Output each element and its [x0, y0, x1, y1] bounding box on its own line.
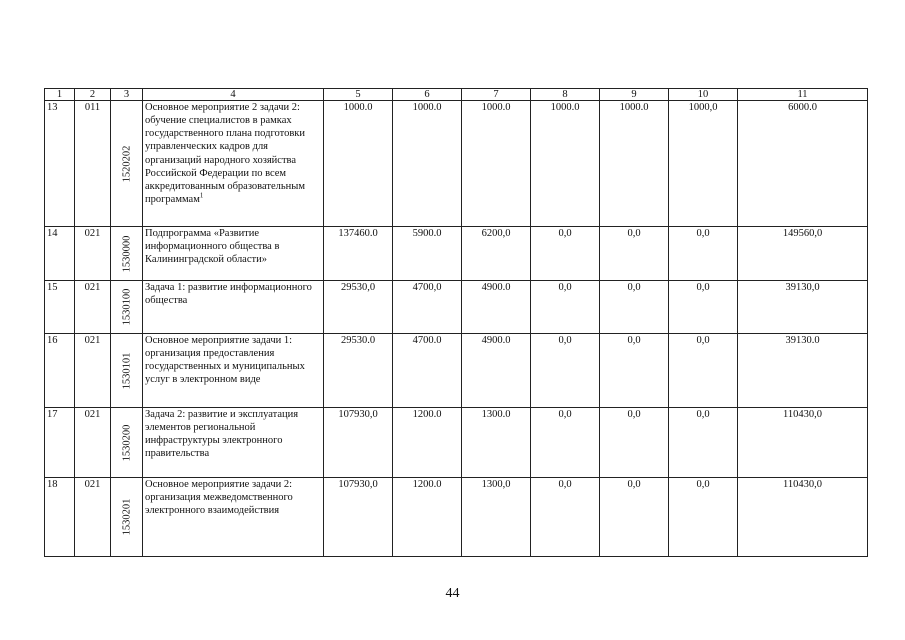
value-col-9: 0,0: [600, 478, 669, 557]
value-col-7: 1000.0: [462, 101, 531, 227]
program-code: 1530100: [120, 288, 132, 326]
header-row: [45, 89, 868, 101]
value-col-10: 0,0: [669, 227, 738, 281]
description-cell: [143, 227, 324, 281]
value-col-8: 0,0: [531, 408, 600, 478]
header-cell: 8: [531, 89, 600, 101]
value-col-9: 0,0: [600, 408, 669, 478]
description: Основное мероприятие задачи 2: организация межведомственного электронного взаимодействия: [145, 479, 293, 517]
value-col-7: 1300,0: [462, 478, 531, 557]
ministry-code: 021: [75, 478, 111, 557]
value-col-8: 0,0: [531, 478, 600, 557]
table-row: [45, 101, 868, 227]
table-row: [45, 227, 868, 281]
value-total: 110430,0: [738, 408, 868, 478]
value-col-6: 5900.0: [393, 227, 462, 281]
header-cell: 7: [462, 89, 531, 101]
value-col-5: 137460.0: [324, 227, 393, 281]
value-total: 39130,0: [738, 281, 868, 334]
value-col-8: 0,0: [531, 334, 600, 408]
header-cell: 11: [738, 89, 868, 101]
program-code-cell: [111, 281, 143, 334]
value-col-7: 1300.0: [462, 408, 531, 478]
value-col-9: 1000.0: [600, 101, 669, 227]
header-cell: 9: [600, 89, 669, 101]
description-cell: [143, 281, 324, 334]
header-cell: 10: [669, 89, 738, 101]
ministry-code: 021: [75, 334, 111, 408]
program-code-cell: [111, 334, 143, 408]
value-col-10: 1000,0: [669, 101, 738, 227]
row-number: 16: [45, 334, 75, 408]
description-cell: [143, 101, 324, 227]
value-col-10: 0,0: [669, 478, 738, 557]
table-row: [45, 408, 868, 478]
value-col-6: 4700,0: [393, 281, 462, 334]
ministry-code: 021: [75, 281, 111, 334]
value-col-8: 0,0: [531, 281, 600, 334]
description-cell: [143, 408, 324, 478]
ministry-code: 021: [75, 227, 111, 281]
program-code-cell: [111, 227, 143, 281]
header-cell: 5: [324, 89, 393, 101]
header-cell: 2: [75, 89, 111, 101]
value-total: 149560,0: [738, 227, 868, 281]
ministry-code: 011: [75, 101, 111, 227]
row-number: 17: [45, 408, 75, 478]
value-col-7: 4900.0: [462, 281, 531, 334]
value-col-5: 107930,0: [324, 408, 393, 478]
page-number: 44: [445, 586, 460, 601]
value-col-5: 1000.0: [324, 101, 393, 227]
value-col-9: 0,0: [600, 281, 669, 334]
footnote-mark: 1: [199, 191, 204, 200]
value-col-5: 107930,0: [324, 478, 393, 557]
value-col-6: 1200.0: [393, 478, 462, 557]
value-col-6: 1200.0: [393, 408, 462, 478]
program-code-cell: [111, 101, 143, 227]
value-col-7: 4900.0: [462, 334, 531, 408]
program-code-cell: [111, 408, 143, 478]
value-total: 39130.0: [738, 334, 868, 408]
header-cell: 3: [111, 89, 143, 101]
value-col-9: 0,0: [600, 227, 669, 281]
value-col-10: 0,0: [669, 408, 738, 478]
value-total: 110430,0: [738, 478, 868, 557]
ministry-code: 021: [75, 408, 111, 478]
program-code: 1530000: [120, 235, 132, 272]
value-col-8: 0,0: [531, 227, 600, 281]
row-number: 13: [45, 101, 75, 227]
program-code: 1530201: [120, 498, 132, 536]
row-number: 15: [45, 281, 75, 334]
value-col-8: 1000.0: [531, 101, 600, 227]
description: Основное мероприятие 2 задачи 2: обучение специалистов в рамках государственного плана подготовки управленческих кадров для организаций народного хозяйства Российской Федерации по всем аккредитованным образовательным программам: [145, 102, 306, 205]
row-number: 18: [45, 478, 75, 557]
description: Подпрограмма «Развитие информационного общества в Калининградской области»: [145, 228, 280, 266]
header-cell: 6: [393, 89, 462, 101]
program-code: 1530101: [120, 352, 132, 389]
description-cell: [143, 334, 324, 408]
description-cell: [143, 478, 324, 557]
table-row: [45, 478, 868, 557]
description: Задача 2: развитие и эксплуатация элементов региональной инфраструктуры электронного правительства: [145, 409, 299, 460]
header-cell: 1: [45, 89, 75, 101]
value-col-10: 0,0: [669, 281, 738, 334]
value-col-6: 1000.0: [393, 101, 462, 227]
value-col-5: 29530,0: [324, 281, 393, 334]
program-code: 1520202: [120, 145, 132, 182]
value-col-10: 0,0: [669, 334, 738, 408]
value-col-7: 6200,0: [462, 227, 531, 281]
value-col-5: 29530.0: [324, 334, 393, 408]
table-row: [45, 281, 868, 334]
table-row: [45, 334, 868, 408]
row-number: 14: [45, 227, 75, 281]
budget-table: [44, 88, 868, 557]
description: Основное мероприятие задачи 1: организация предоставления государственных и муниципальных услуг в электронном виде: [145, 335, 305, 386]
value-col-9: 0,0: [600, 334, 669, 408]
program-code-cell: [111, 478, 143, 557]
description: Задача 1: развитие информационного общества: [145, 282, 312, 307]
header-cell: 4: [143, 89, 324, 101]
value-col-6: 4700.0: [393, 334, 462, 408]
value-total: 6000.0: [738, 101, 868, 227]
program-code: 1530200: [120, 424, 132, 461]
